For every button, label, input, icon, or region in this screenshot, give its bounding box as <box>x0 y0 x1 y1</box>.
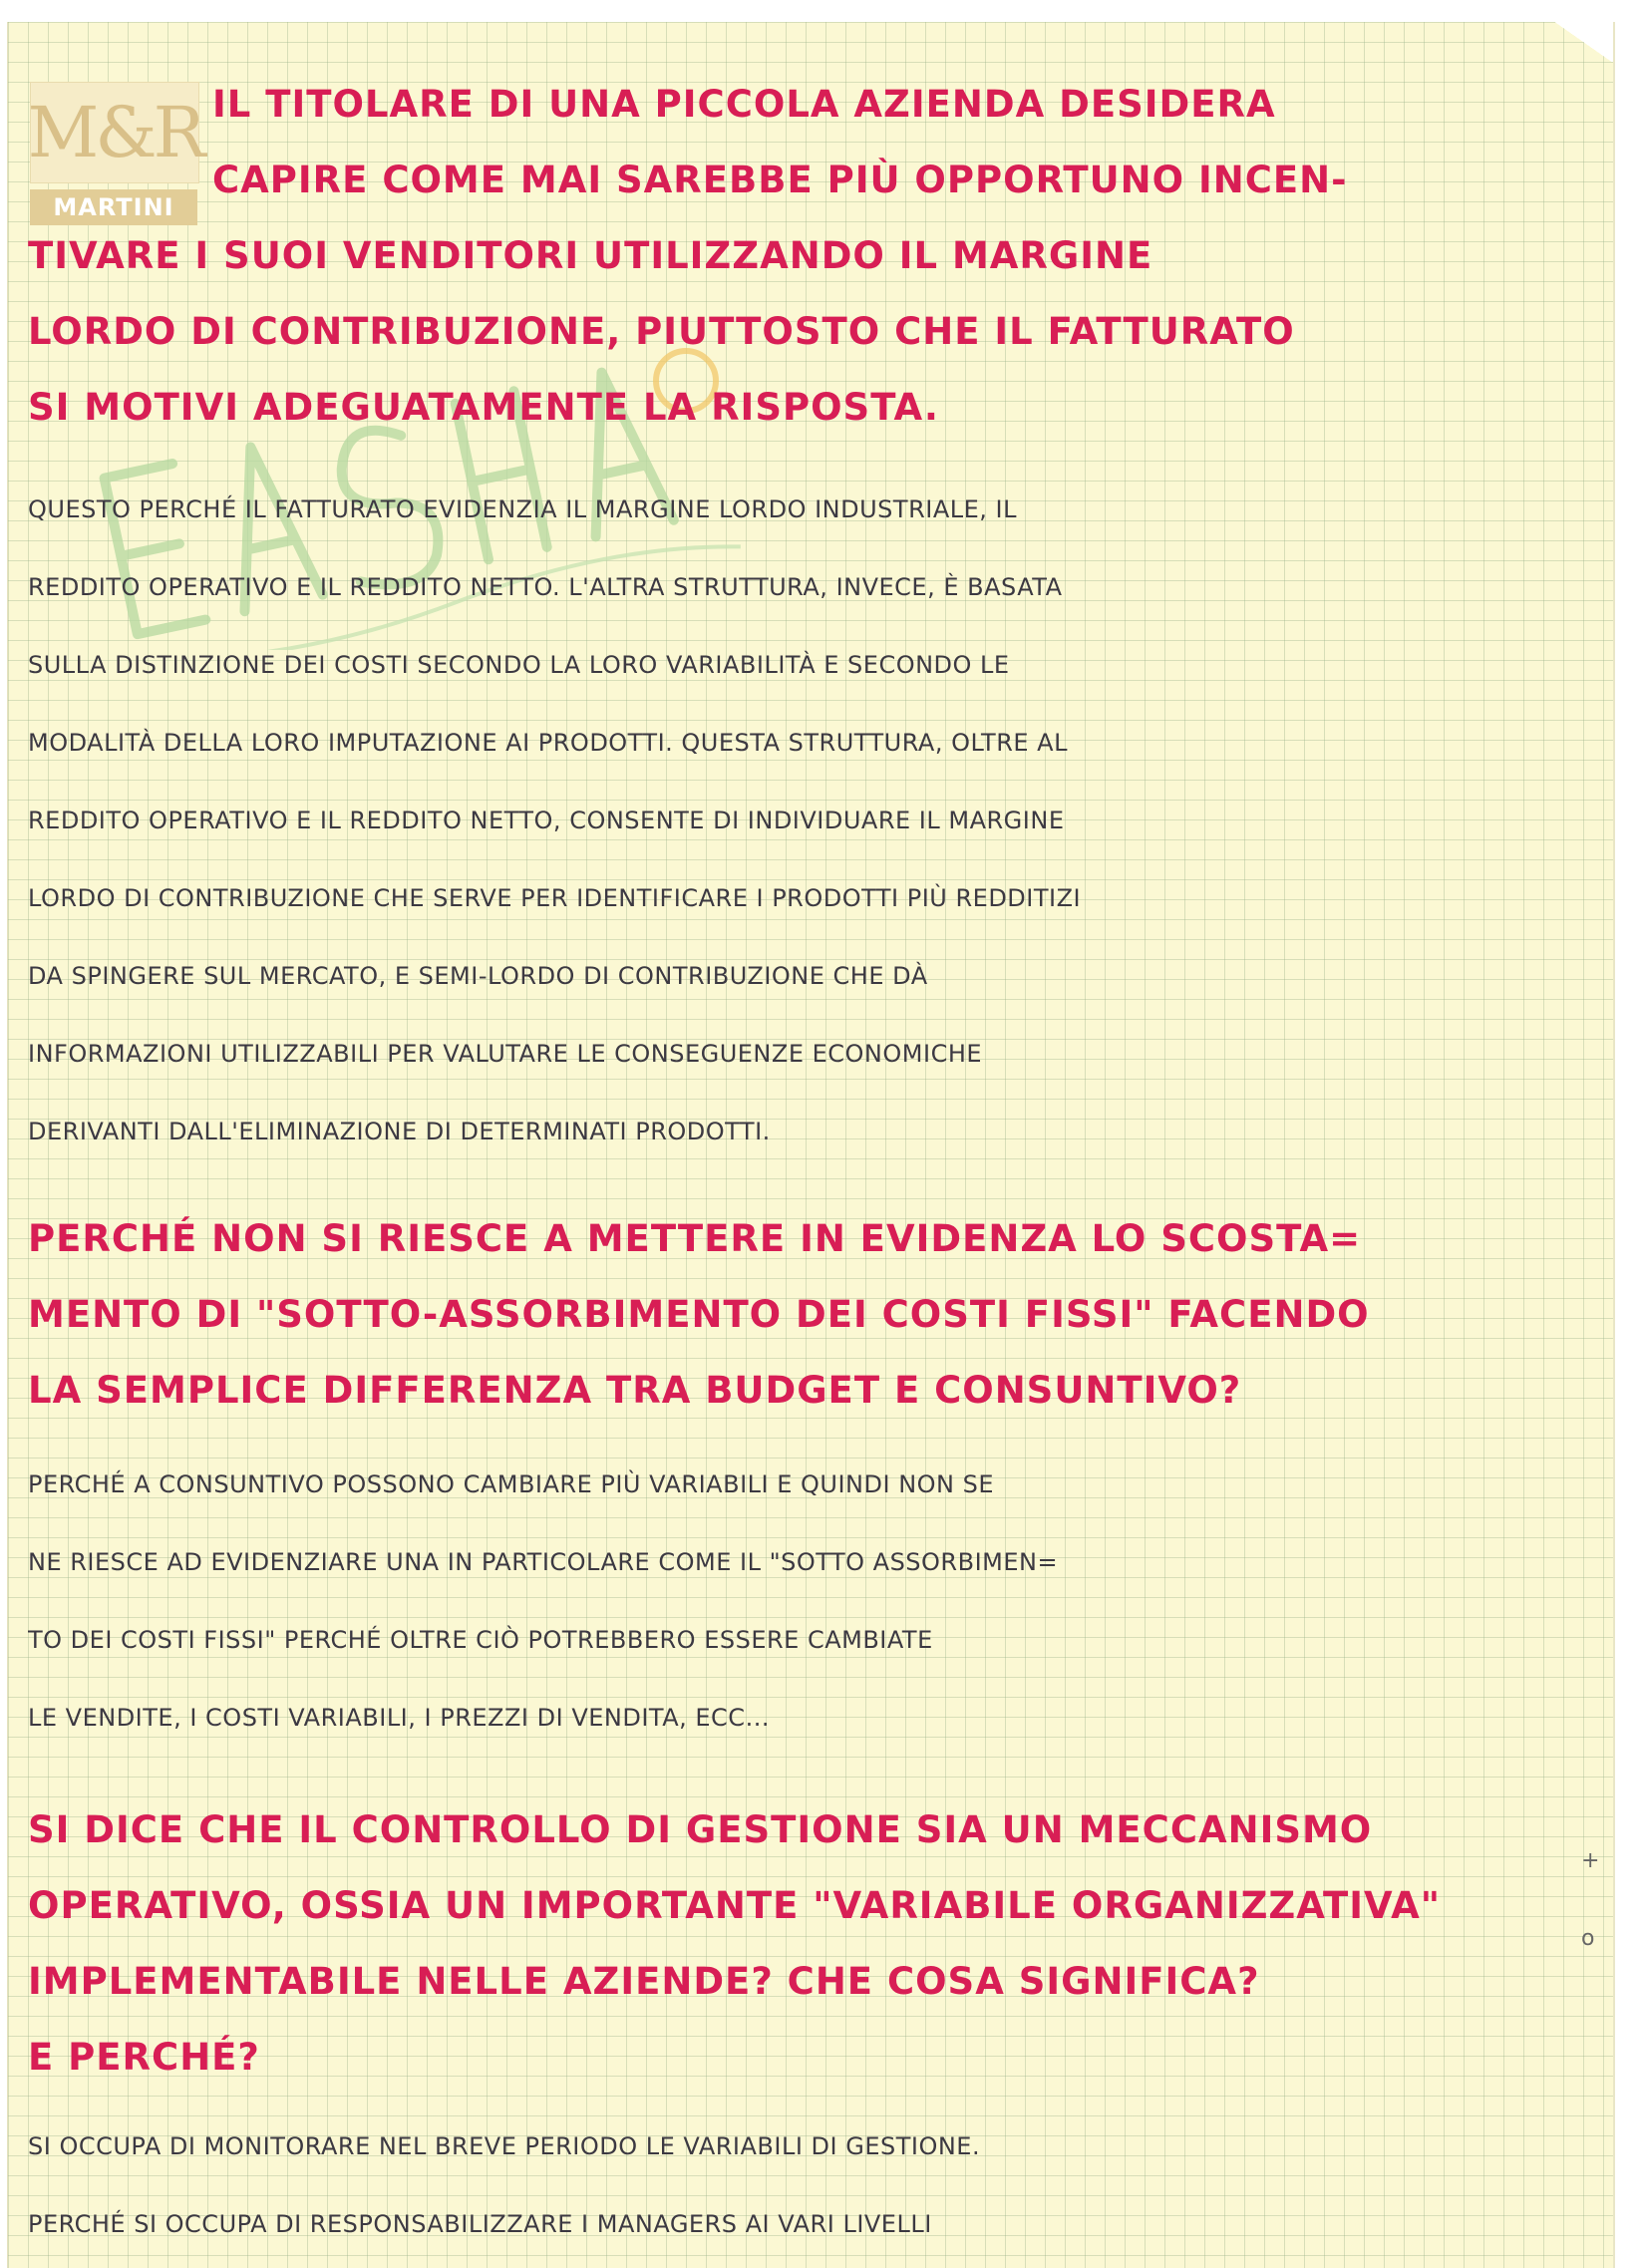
notebook-page <box>8 22 1613 2268</box>
answer-line: QUESTO PERCHÉ IL FATTURATO EVIDENZIA IL MARGINE LORDO INDUSTRIALE, IL <box>28 495 1017 523</box>
question-line: MENTO DI "SOTTO-ASSORBIMENTO DEI COSTI FISSI" FACENDO <box>28 1293 1370 1336</box>
question-3 <box>28 1792 1583 2096</box>
question-2 <box>28 1201 1583 1429</box>
question-line: TIVARE I SUOI VENDITORI UTILIZZANDO IL MARGINE <box>28 234 1153 277</box>
question-line: LA SEMPLICE DIFFERENZA TRA BUDGET E CONSUNTIVO? <box>28 1369 1242 1412</box>
question-line: LORDO DI CONTRIBUZIONE, PIUTTOSTO CHE IL FATTURATO <box>28 310 1295 353</box>
answer-line: MODALITÀ DELLA LORO IMPUTAZIONE AI PRODOTTI. QUESTA STRUTTURA, OLTRE AL <box>28 729 1068 757</box>
answer-line: REDDITO OPERATIVO E IL REDDITO NETTO, CONSENTE DI INDIVIDUARE IL MARGINE <box>28 807 1065 834</box>
answer-3 <box>28 2107 1583 2263</box>
question-line: SI DICE CHE IL CONTROLLO DI GESTIONE SIA UN MECCANISMO <box>28 1808 1373 1851</box>
answer-line: TO DEI COSTI FISSI" PERCHÉ OLTRE CIÒ POTREBBERO ESSERE CAMBIATE <box>28 1626 933 1654</box>
question-line: PERCHÉ NON SI RIESCE A METTERE IN EVIDENZA LO SCOSTA= <box>28 1217 1362 1260</box>
page-fold-corner <box>1553 22 1613 62</box>
question-line: IL TITOLARE DI UNA PICCOLA AZIENDA DESIDERA <box>212 83 1276 126</box>
answer-line: INFORMAZIONI UTILIZZABILI PER VALUTARE LE CONSEGUENZE ECONOMICHE <box>28 1040 983 1068</box>
logo-monogram: M&R <box>30 82 199 183</box>
question-line: SI MOTIVI ADEGUATAMENTE LA RISPOSTA. <box>28 386 939 429</box>
question-line: CAPIRE COME MAI SAREBBE PIÙ OPPORTUNO INCEN- <box>212 159 1348 201</box>
answer-line: LE VENDITE, I COSTI VARIABILI, I PREZZI DI VENDITA, ECC... <box>28 1704 770 1732</box>
answer-line: NE RIESCE AD EVIDENZIARE UNA IN PARTICOLARE COME IL "SOTTO ASSORBIMEN= <box>28 1548 1059 1576</box>
question-line: IMPLEMENTABILE NELLE AZIENDE? CHE COSA SIGNIFICA? <box>28 1960 1260 2003</box>
answer-line: PERCHÉ A CONSUNTIVO POSSONO CAMBIARE PIÙ VARIABILI E QUINDI NON SE <box>28 1470 995 1498</box>
logo-wordmark: MARTINI <box>30 189 197 225</box>
answer-line: LORDO DI CONTRIBUZIONE CHE SERVE PER IDENTIFICARE I PRODOTTI PIÙ REDDITIZI <box>28 884 1082 912</box>
answer-line: SULLA DISTINZIONE DEI COSTI SECONDO LA LORO VARIABILITÀ E SECONDO LE <box>28 651 1010 679</box>
answer-line: REDDITO OPERATIVO E IL REDDITO NETTO. L'ALTRA STRUTTURA, INVECE, È BASATA <box>28 573 1063 601</box>
answer-line: DERIVANTI DALL'ELIMINAZIONE DI DETERMINATI PRODOTTI. <box>28 1118 771 1145</box>
answer-1 <box>28 471 1583 1170</box>
question-line: E PERCHÉ? <box>28 2036 260 2079</box>
answer-line: PERCHÉ SI OCCUPA DI RESPONSABILIZZARE I MANAGERS AI VARI LIVELLI <box>28 2210 932 2238</box>
answer-2 <box>28 1446 1583 1757</box>
answer-line: DA SPINGERE SUL MERCATO, E SEMI-LORDO DI CONTRIBUZIONE CHE DÀ <box>28 962 928 990</box>
question-1 <box>28 67 1583 446</box>
margin-plus-mark: + <box>1581 1848 1600 1873</box>
margin-circle-mark: o <box>1581 1926 1595 1951</box>
answer-line: SI OCCUPA DI MONITORARE NEL BREVE PERIODO LE VARIABILI DI GESTIONE. <box>28 2132 981 2160</box>
question-line: OPERATIVO, OSSIA UN IMPORTANTE "VARIABILE ORGANIZZATIVA" <box>28 1884 1442 1927</box>
